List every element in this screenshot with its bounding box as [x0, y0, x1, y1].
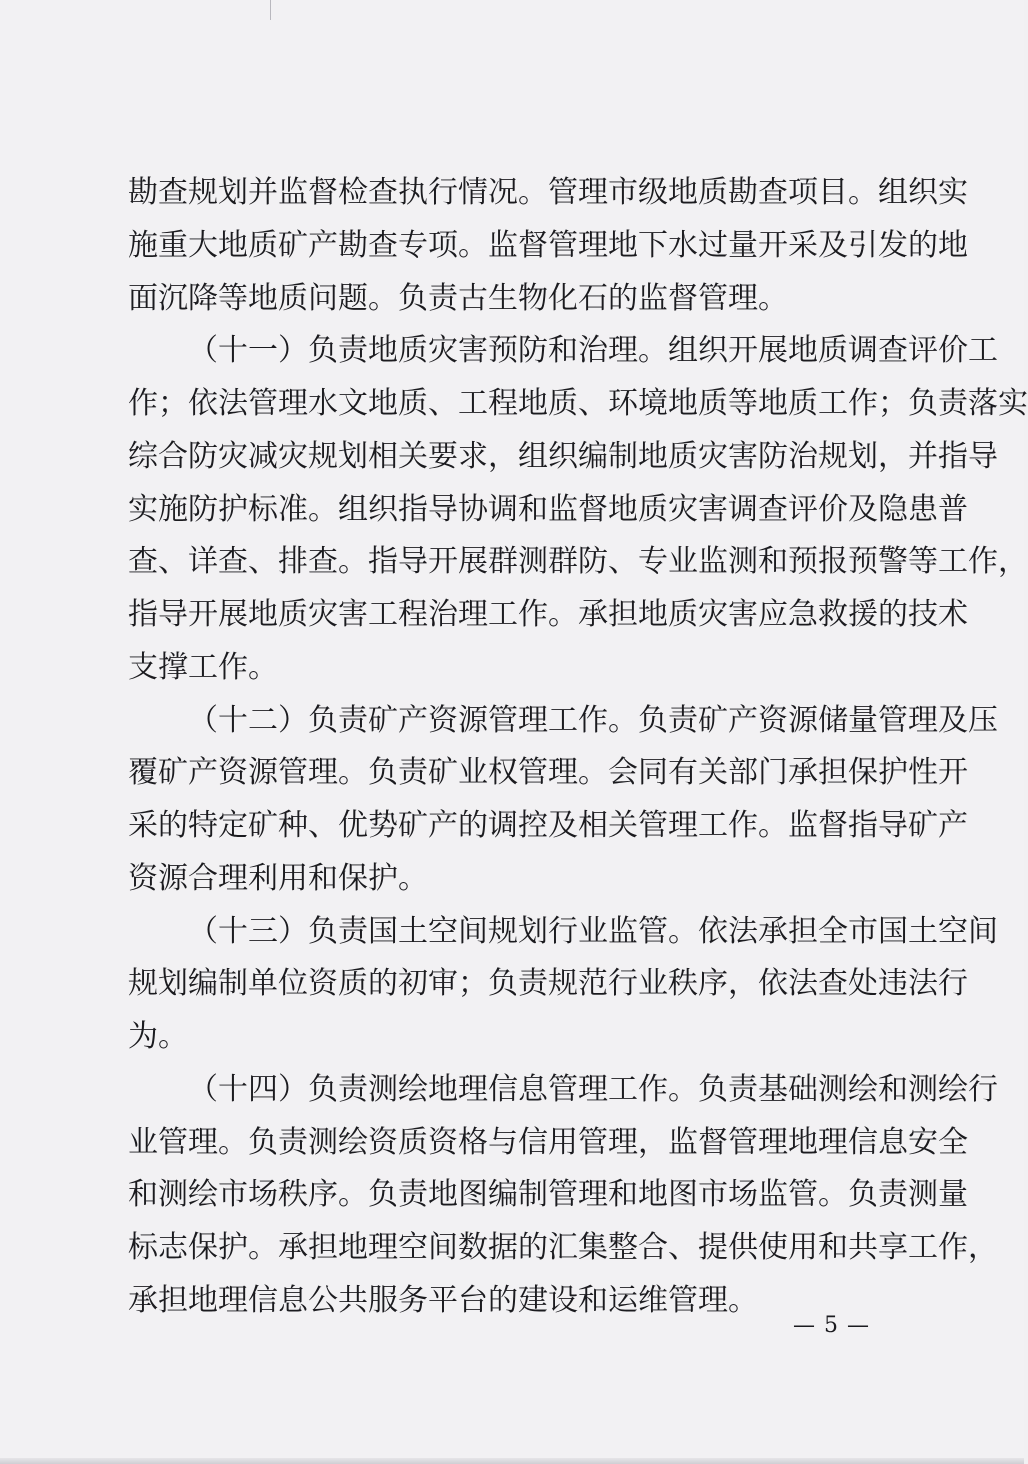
text-line: 指导开展地质灾害工程治理工作。承担地质灾害应急救援的技术: [128, 597, 968, 632]
text-line: 采的特定矿种、优势矿产的调控及相关管理工作。监督指导矿产: [128, 808, 968, 843]
text-line: 综合防灾减灾规划相关要求，组织编制地质灾害防治规划，并指导: [128, 438, 998, 474]
document-body: [128, 167, 1028, 1328]
page-number: — 5 —: [793, 1313, 870, 1338]
text-line: 和测绘市场秩序。负责地图编制管理和地图市场监管。负责测量: [128, 1177, 968, 1213]
text-line: （十一）负责地质灾害预防和治理。组织开展地质调查评价工: [188, 333, 998, 369]
text-line: 承担地理信息公共服务平台的建设和运维管理。: [128, 1282, 758, 1318]
text-line: 勘查规划并监督检查执行情况。管理市级地质勘查项目。组织实: [128, 175, 968, 210]
text-line: 规划编制单位资质的初审；负责规范行业秩序，依法查处违法行: [128, 966, 968, 1002]
text-line: 资源合理利用和保护。: [128, 860, 428, 896]
text-line: 为。: [128, 1019, 188, 1054]
text-line: 业管理。负责测绘资质资格与信用管理，监督管理地理信息安全: [128, 1124, 968, 1160]
text-line: 施重大地质矿产勘查专项。监督管理地下水过量开采及引发的地: [128, 227, 968, 263]
text-line: 支撑工作。: [128, 649, 278, 685]
text-line: 覆矿产资源管理。负责矿业权管理。会同有关部门承担保护性开: [128, 755, 968, 791]
fold-mark: [270, 0, 271, 20]
text-line: 实施防护标准。组织指导协调和监督地质灾害调查评价及隐患普: [128, 491, 968, 527]
scan-edge: [0, 1458, 1024, 1464]
text-line: 查、详查、排查。指导开展群测群防、专业监测和预报预警等工作，: [128, 544, 1028, 580]
text-line: 面沉降等地质问题。负责古生物化石的监督管理。: [128, 280, 788, 316]
text-line: 标志保护。承担地理空间数据的汇集整合、提供使用和共享工作，: [128, 1230, 998, 1265]
text-line: （十二）负责矿产资源管理工作。负责矿产资源储量管理及压: [188, 702, 998, 738]
text-line: （十三）负责国土空间规划行业监管。依法承担全市国土空间: [188, 913, 998, 949]
text-line: 作；依法管理水文地质、工程地质、环境地质等地质工作；负责落实: [128, 386, 1028, 421]
text-line: （十四）负责测绘地理信息管理工作。负责基础测绘和测绘行: [188, 1071, 998, 1107]
